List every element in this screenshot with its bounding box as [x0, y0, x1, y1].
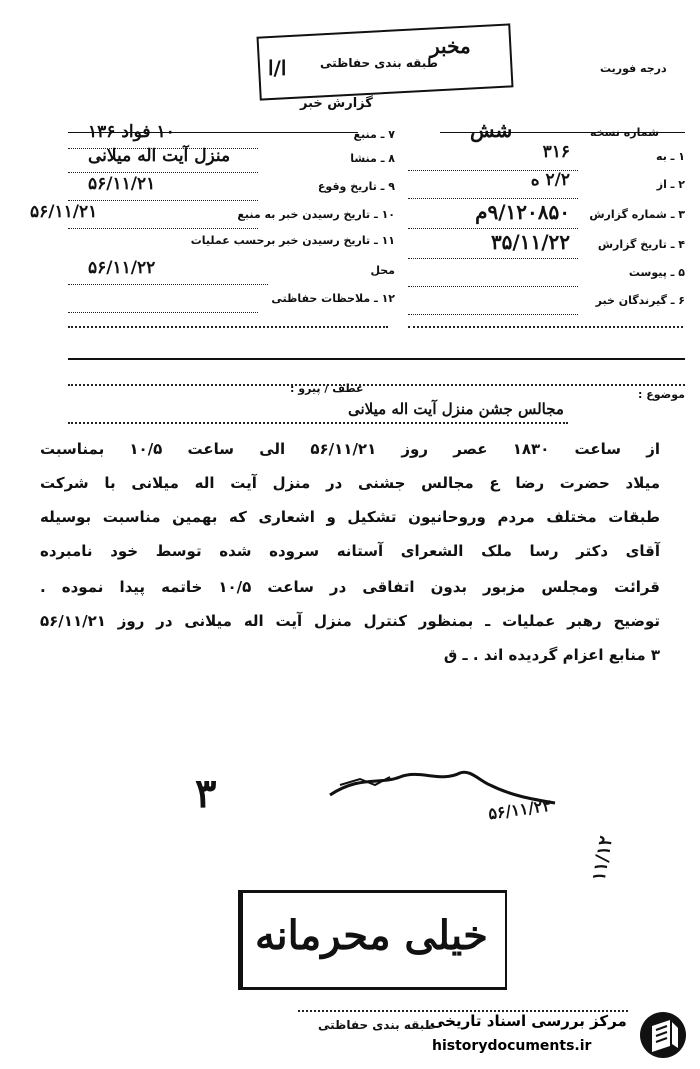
field-value: ۱۰ فواد ۱۳۶ [88, 122, 175, 142]
body-line: میلاد حضرت رضا ع مجالس جشنی در منزل آیت اله میلانی با شرکت [40, 474, 660, 492]
dotted-line [68, 200, 258, 201]
field-label: محل [370, 264, 395, 277]
dotted-line [408, 198, 578, 199]
field-label: ۴ ـ تاریخ گزارش [597, 238, 685, 251]
field-label: ۱ ـ به [656, 150, 685, 163]
footer-classification: طبقه بندی حفاظتی [318, 1018, 436, 1032]
field-value: ۳۵/۱۱/۲۲ [490, 230, 570, 254]
report-title: گزارش خبر [300, 96, 373, 111]
field-label: ۱۲ ـ ملاحظات حفاظتی [271, 292, 395, 305]
copy-label: شماره نسخه [590, 126, 659, 139]
side-note: ۱۱/۱۲ [588, 834, 617, 883]
body-line: توضیح رهبر عملیات ـ بمنظور کنترل منزل آیت اله میلانی در روز ۵۶/۱۱/۲۱ [40, 612, 660, 630]
archive-logo-icon [638, 1008, 688, 1062]
dotted-line [408, 258, 578, 259]
top-subtitle: طبقه بندی حفاظتی [320, 56, 438, 70]
watermark-org: مرکز بررسی اسناد تاریخی [430, 1012, 627, 1030]
field-label: ۱۱ ـ تاریخ رسیدن خبر برحسب عملیات [190, 234, 395, 247]
dotted-line [408, 286, 578, 287]
top-stamp-text: مخبر [430, 34, 471, 58]
body-line: قرائت ومجلس مزبور بدون اتفاقی در ساعت ۱۰/۵ خاتمه پیدا نموده . [40, 578, 660, 596]
field-value: ۹/۱۲۰۸۵۰م [475, 200, 570, 224]
classification-stamp-text: خیلی محرمانه [255, 912, 488, 959]
field-label: ۵ ـ پیوست [628, 266, 685, 279]
field-value: ۵۶/۱۱/۲۱ [30, 202, 98, 222]
section-divider [68, 358, 685, 360]
copy-value: شش [470, 118, 513, 142]
field-value: ۵۶/۱۱/۲۱ [88, 174, 156, 194]
dotted-line [68, 312, 258, 313]
priority-label: درجه فوریت [600, 62, 667, 75]
handwritten-date: ۵۶/۱۱/۲۳ [486, 795, 553, 824]
field-label: ۷ ـ منبع [353, 128, 395, 141]
field-label: ۶ ـ گیرندگان خبر [595, 294, 685, 307]
dotted-line [68, 228, 258, 229]
field-value: ۳۱۶ [542, 142, 570, 162]
dotted-line [408, 228, 578, 229]
dotted-line [68, 422, 568, 424]
field-value: ۲/۲ ه [530, 170, 570, 190]
dotted-line [68, 384, 685, 386]
ref-label: عطف / پیرو : [290, 382, 364, 395]
field-value: منزل آیت اله میلانی [88, 146, 231, 166]
field-label: ۳ ـ شماره گزارش [589, 208, 685, 221]
subject-value: مجالس جشن منزل آیت اله میلانی [348, 400, 564, 418]
dotted-line [408, 314, 578, 315]
field-label: ۲ ـ از [656, 178, 685, 191]
dotted-line [68, 172, 258, 173]
body-line: آقای دکتر رسا ملک الشعرای آستانه سروده شده توسط خود نامبرده [40, 542, 660, 560]
field-label: ۹ ـ تاریخ وقوع [317, 180, 395, 193]
field-label: ۸ ـ منشا [350, 152, 395, 165]
top-stamp-mark: ا/ا [268, 56, 287, 80]
dotted-line [408, 326, 683, 328]
body-line: طبقات مختلف مردم وروحانیون تشکیل و اشعاری که بهمین مناسبت بوسیله [40, 508, 660, 526]
dotted-line [68, 326, 388, 328]
body-line: ۳ منابع اعزام گردیده اند . ـ ق [443, 646, 660, 664]
body-line: از ساعت ۱۸۳۰ عصر روز ۵۶/۱۱/۲۱ الی ساعت ۱۰/۵ بمناسبت [40, 440, 661, 458]
handwritten-number: ۳ [195, 770, 217, 817]
field-value: ۵۶/۱۱/۲۲ [88, 258, 156, 278]
dotted-line [68, 284, 268, 285]
watermark-site: historydocuments.ir [432, 1038, 592, 1054]
subject-label: موضوع : [638, 388, 685, 401]
field-label: ۱۰ ـ تاریخ رسیدن خبر به منبع [237, 208, 395, 221]
